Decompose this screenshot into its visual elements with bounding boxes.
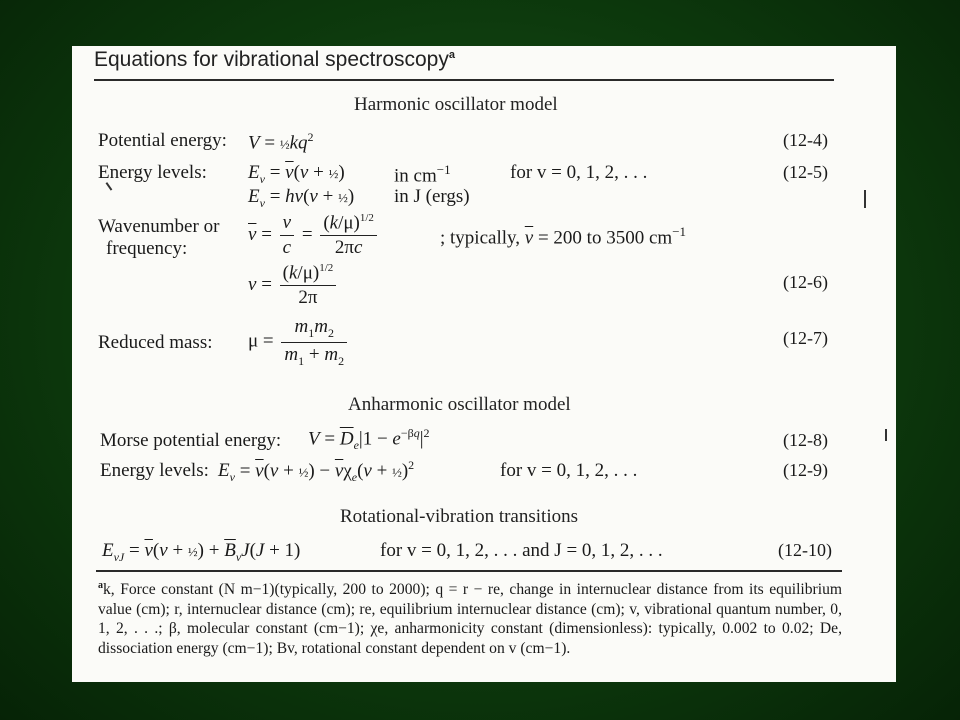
page-title: Equations for vibrational spectroscopy$^a$ [94, 48, 455, 71]
scan-mark [885, 429, 887, 441]
section-rotational-vibration: Rotational-vibration transitions [340, 506, 578, 527]
label-energy-levels: Energy levels: [98, 162, 207, 183]
title-rule [94, 79, 834, 81]
equation-potential: $V = \frac{1}{2}kq^2$ [248, 130, 314, 154]
label-frequency: frequency: [106, 238, 188, 259]
equation-energy-levels-cm: $E_v = \overline{\nu}(v$ + ½) [248, 162, 345, 186]
scanned-page [72, 46, 896, 682]
quantum-range-1: for v = 0, 1, 2, . . . [510, 162, 648, 183]
equation-anharmonic-levels: $E_v = \overline{\nu}(v$ + ½) − $\overline{\nu}\chi_e(v$ + ½)$^2$ [218, 458, 415, 485]
quantum-range-2: for v = 0, 1, 2, . . . [500, 460, 638, 481]
label-potential-energy: Potential energy: [98, 130, 227, 151]
equation-number-12-10: (12-10) [778, 540, 832, 560]
equation-reduced-mass: μ = $\frac{m_1m_2}{m_1 + m_2}$ [248, 316, 350, 369]
quantum-range-3: for v = 0, 1, 2, . . . and J = 0, 1, 2, . . . [380, 540, 663, 561]
equation-number-12-4: (12-4) [783, 130, 828, 150]
equation-rotational-vibration: $E_{vJ} = \overline{\nu}(v$ + ½) + $\overline{B}_vJ(J + 1)$ [102, 540, 301, 564]
unit-cm: in $cm^{-1}$ [394, 162, 451, 187]
label-wavenumber: Wavenumber or [98, 216, 220, 237]
equation-number-12-9: (12-9) [783, 460, 828, 480]
unit-joules: in J (ergs) [394, 186, 470, 207]
equation-number-12-5: (12-5) [783, 162, 828, 182]
label-morse: Morse potential energy: [100, 430, 282, 451]
equation-frequency: ν = $\frac{(k/\mu)^{1/2}}{2\pi}$ [248, 262, 339, 309]
footnote-rule [96, 570, 842, 572]
equation-energy-levels-j: $E_v = h\nu(v$ + ½) [248, 186, 355, 210]
equation-number-12-7: (12-7) [783, 328, 828, 348]
typical-wavenumber: ; typically, $\overline{\nu} = 200$ to 3500 $cm^{-1}$ [440, 224, 687, 249]
scan-mark [864, 190, 866, 208]
equation-number-12-6: (12-6) [783, 272, 828, 292]
equation-morse: $V = \overline{D}_e|1 - e^{-\beta q}|^2$ [308, 426, 430, 453]
footnote-text: k, Force constant (N m−1)(typically, 200 to 2000); q = r − re, change in internuclear distance from its equilibrium value (cm); r, internuclear distance (cm); re, equilibrium internuclear distance (cm); v, vibrational quantum number, 0, 1, 2, . . .; β, molecular constant (cm−1); χe, anharmonicity constant (dimensionless): typically, 0.002 to 0.02; De, dissociation energy (cm−1); Bv, rotational constant dependent on v (cm−1). [98, 581, 842, 657]
equation-number-12-8: (12-8) [783, 430, 828, 450]
section-anharmonic: Anharmonic oscillator model [348, 394, 571, 415]
label-reduced-mass: Reduced mass: [98, 332, 213, 353]
equation-wavenumber: $\overline{\nu}$ = $\frac{\nu}{c}$ = $\frac{(k/\mu)^{1/2}}{2\pi c}$ [248, 212, 380, 259]
label-energy-levels-anharmonic: Energy levels: [100, 460, 209, 481]
section-harmonic: Harmonic oscillator model [354, 94, 558, 115]
footnote: $^a$k, Force constant (N m−1)(typically, 200 to 2000); q = r − re, change in internuclear distance from its equilibrium value (cm); r, internuclear distance (cm); re, equilibrium internuclear distance (cm); v, vibrational quantum number, 0, 1, 2, . . .; β, molecular constant (cm−1); χe, anharmonicity constant (dimensionless): typically, 0.002 to 0.02; De, dissociation energy (cm−1); Bv, rotational constant dependent on v (cm−1). [98, 580, 842, 657]
